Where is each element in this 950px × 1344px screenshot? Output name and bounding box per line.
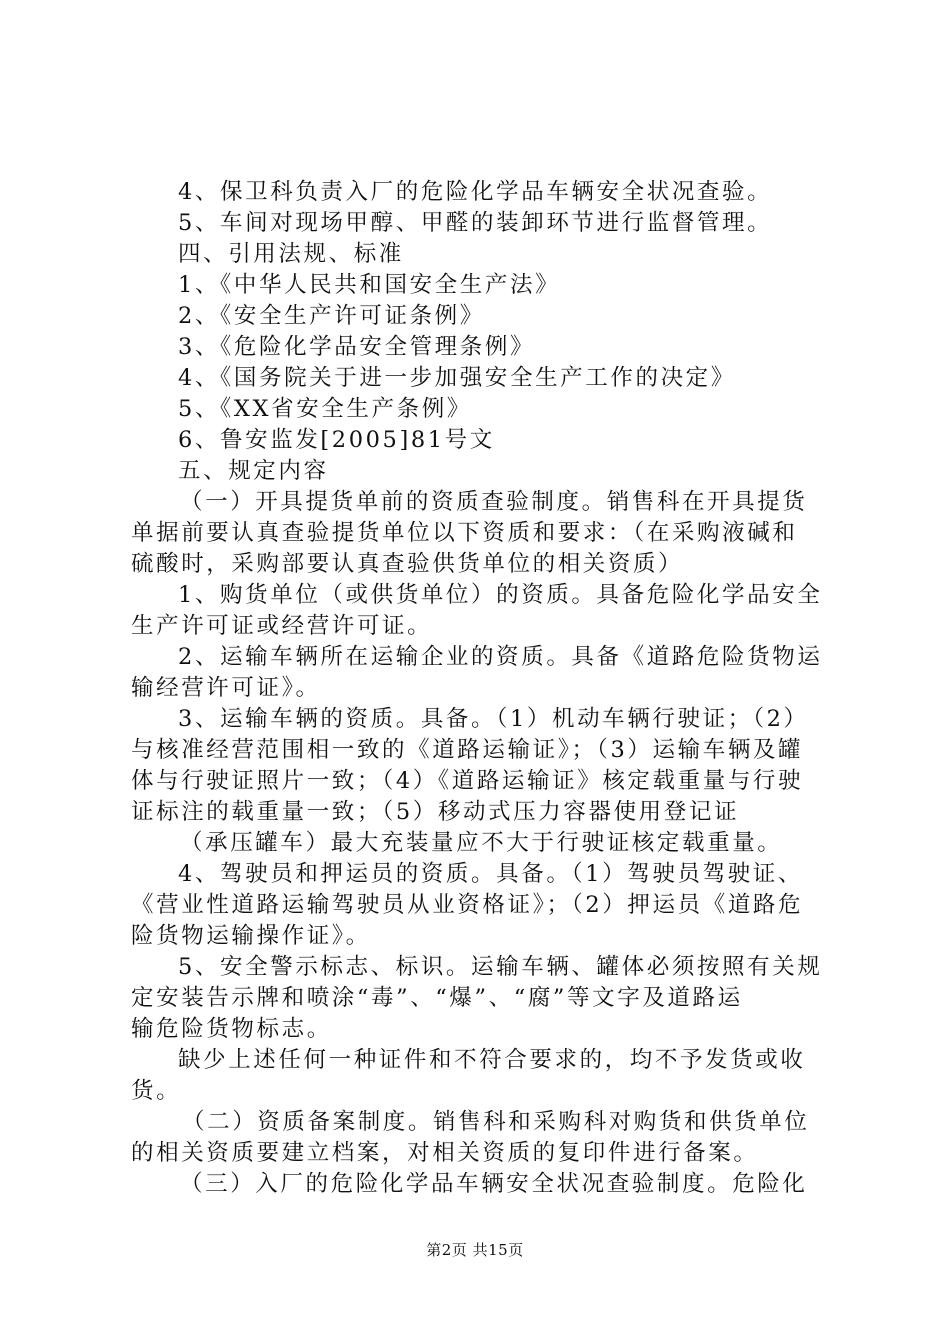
text-line: 1、购货单位（或供货单位）的资质。具备危险化学品安全	[178, 582, 823, 608]
text-line: （三）入厂的危险化学品车辆安全状况查验制度。危险化	[180, 1171, 808, 1197]
text-line: 6、鲁安监发[2005]81号文	[178, 427, 495, 453]
text-line: 4、保卫科负责入厂的危险化学品车辆安全状况查验。	[178, 179, 773, 205]
text-line: 货。	[131, 1078, 182, 1104]
page-number-footer: 第2页 共15页	[426, 1241, 524, 1259]
text-line: 3、运输车辆的资质。具备。（1）机动车辆行驶证；（2）	[178, 706, 809, 732]
text-line: 5、《XX省安全生产条例》	[178, 396, 472, 422]
text-line: 险货物运输操作证》。	[131, 923, 371, 949]
section-heading: 四、引用法规、标准	[178, 241, 404, 267]
text-line: 4、《国务院关于进一步加强安全生产工作的决定》	[178, 365, 736, 391]
text-line: 《营业性道路运输驾驶员从业资格证》；（2）押运员《道路危	[131, 892, 804, 918]
text-line: 3、《危险化学品安全管理条例》	[178, 334, 536, 360]
text-line: 1、《中华人民共和国安全生产法》	[178, 272, 561, 298]
section-heading: 五、规定内容	[178, 458, 329, 484]
text-line: 输危险货物标志。	[131, 1016, 332, 1042]
text-line: 证标注的载重量一致；（5）移动式压力容器使用登记证	[131, 799, 740, 825]
text-line: 4、驾驶员和押运员的资质。具备。（1）驾驶员驾驶证、	[178, 861, 803, 887]
text-line: 5、车间对现场甲醇、甲醛的装卸环节进行监督管理。	[178, 210, 773, 236]
text-line: 与核准经营范围相一致的《道路运输证》；（3）运输车辆及罐	[131, 737, 804, 763]
text-line: 缺少上述任何一种证件和不符合要求的，均不予发货或收	[178, 1047, 806, 1073]
text-line: 生产许可证或经营许可证。	[131, 613, 433, 639]
text-line: 输经营许可证》。	[131, 675, 321, 701]
text-line: 体与行驶证照片一致；（4）《道路运输证》核定载重量与行驶	[131, 768, 804, 794]
text-line: 硫酸时，采购部要认真查验供货单位的相关资质）	[131, 551, 684, 577]
text-line: 定安装告示牌和喷涂“毒”、“爆”、“腐”等文字及道路运	[131, 985, 743, 1011]
text-line: 2、运输车辆所在运输企业的资质。具备《道路危险货物运	[178, 644, 823, 670]
text-line: 单据前要认真查验提货单位以下资质和要求：（在采购液碱和	[131, 520, 798, 546]
text-line: （一）开具提货单前的资质查验制度。销售科在开具提货	[180, 489, 808, 515]
text-line: 2、《安全生产许可证条例》	[178, 303, 485, 329]
text-line: （承压罐车）最大充装量应不大于行驶证核定载重量。	[180, 830, 783, 856]
text-line: 的相关资质要建立档案，对相关资质的复印件进行备案。	[131, 1140, 759, 1166]
text-line: 5、安全警示标志、标识。运输车辆、罐体必须按照有关规	[178, 954, 823, 980]
text-line: （二）资质备案制度。销售科和采购科对购货和供货单位	[182, 1109, 810, 1135]
